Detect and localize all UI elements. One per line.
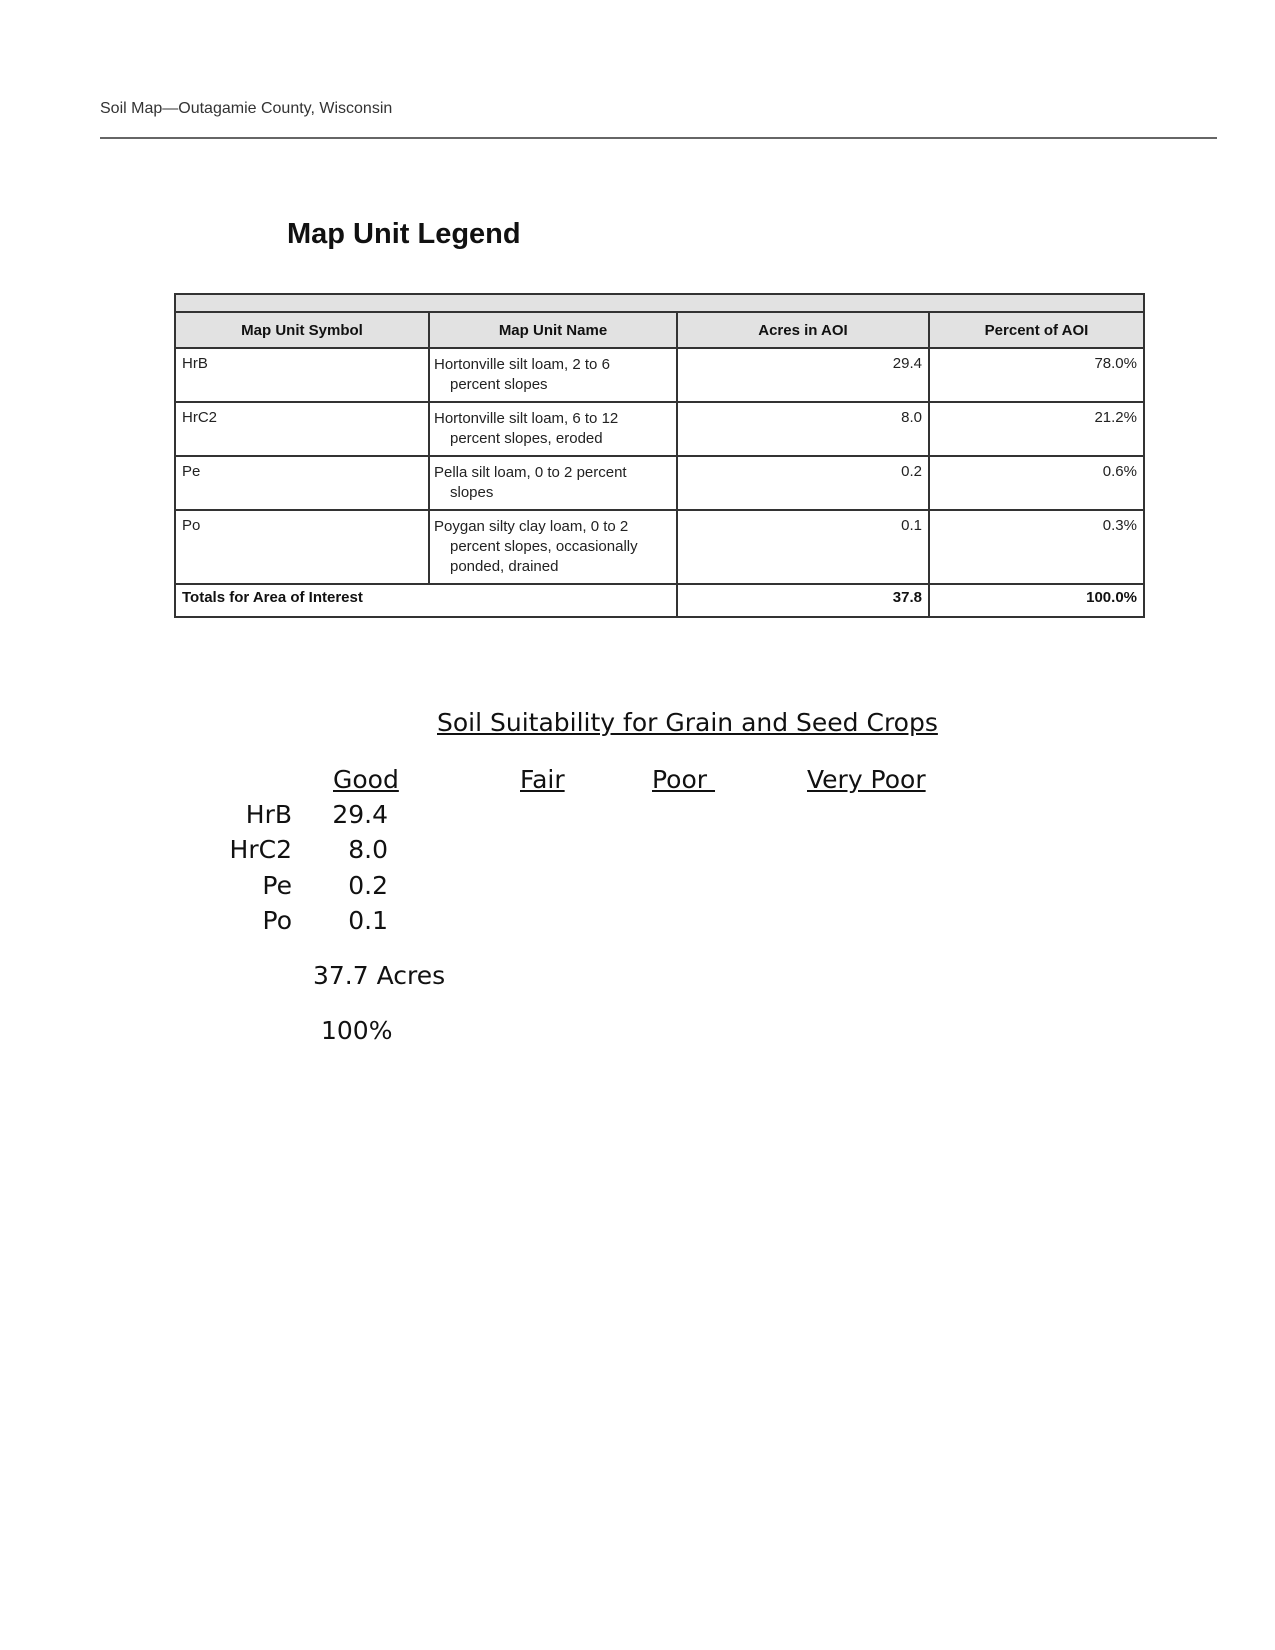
cell-symbol: HrC2: [175, 402, 429, 456]
cell-acres: 0.2: [677, 456, 929, 510]
cell-name: [429, 456, 677, 510]
totals-percent: 100.0%: [929, 584, 1144, 617]
cell-name-continuation: percent slopes, occasionally ponded, drained: [450, 538, 638, 575]
totals-label: Totals for Area of Interest: [175, 584, 677, 617]
totals-row: [175, 584, 1144, 617]
suitability-row-label: HrB: [245, 800, 292, 829]
suitability-good-value: 29.4: [332, 800, 388, 829]
suitability-row-label: Pe: [262, 871, 292, 900]
cell-acres: 29.4: [677, 348, 929, 402]
column-header-name: Map Unit Name: [429, 312, 677, 348]
cell-name: [429, 348, 677, 402]
column-very-poor: Very Poor: [807, 765, 926, 794]
suitability-good-value: 0.2: [348, 871, 388, 900]
cell-acres: 0.1: [677, 510, 929, 584]
cell-symbol: HrB: [175, 348, 429, 402]
cell-acres: 8.0: [677, 402, 929, 456]
totals-acres: 37.8: [677, 584, 929, 617]
cell-name-line: Hortonville silt loam, 2 to 6: [434, 356, 610, 373]
table-row: [175, 348, 1144, 402]
legend-title: Map Unit Legend: [287, 218, 521, 250]
column-poor: Poor: [652, 765, 716, 794]
cell-symbol: Pe: [175, 456, 429, 510]
header-divider: [100, 137, 1217, 139]
cell-name-line: Poygan silty clay loam, 0 to 2: [434, 518, 629, 535]
column-header-percent: Percent of AOI: [929, 312, 1144, 348]
map-unit-legend-table: [174, 293, 1145, 618]
page-header: Soil Map—Outagamie County, Wisconsin: [100, 100, 393, 117]
cell-percent: 0.6%: [929, 456, 1144, 510]
table-row: [175, 510, 1144, 584]
table-row: [175, 456, 1144, 510]
suitability-row-label: HrC2: [229, 835, 292, 864]
cell-symbol: Po: [175, 510, 429, 584]
suitability-total-percent: 100%: [321, 1016, 393, 1045]
suitability-row-label: Po: [262, 906, 292, 935]
column-fair: Fair: [520, 765, 565, 794]
table-row: [175, 402, 1144, 456]
column-good: Good: [333, 765, 399, 794]
column-header-acres: Acres in AOI: [677, 312, 929, 348]
cell-name: [429, 402, 677, 456]
cell-name-continuation: slopes: [450, 484, 494, 501]
cell-name-continuation: percent slopes, eroded: [450, 430, 603, 447]
cell-percent: 21.2%: [929, 402, 1144, 456]
cell-name-line: Hortonville silt loam, 6 to 12: [434, 410, 619, 427]
suitability-total-acres: 37.7 Acres: [313, 961, 446, 990]
table-header-row: [175, 312, 1144, 348]
cell-name-line: Pella silt loam, 0 to 2 percent: [434, 464, 627, 481]
column-header-symbol: Map Unit Symbol: [175, 312, 429, 348]
cell-name-continuation: percent slopes: [450, 376, 548, 393]
cell-percent: 78.0%: [929, 348, 1144, 402]
suitability-good-value: 0.1: [348, 906, 388, 935]
table-caption-bar: [175, 294, 1144, 312]
cell-percent: 0.3%: [929, 510, 1144, 584]
cell-name: [429, 510, 677, 584]
suitability-title: Soil Suitability for Grain and Seed Crops: [437, 708, 938, 737]
suitability-good-value: 8.0: [348, 835, 388, 864]
